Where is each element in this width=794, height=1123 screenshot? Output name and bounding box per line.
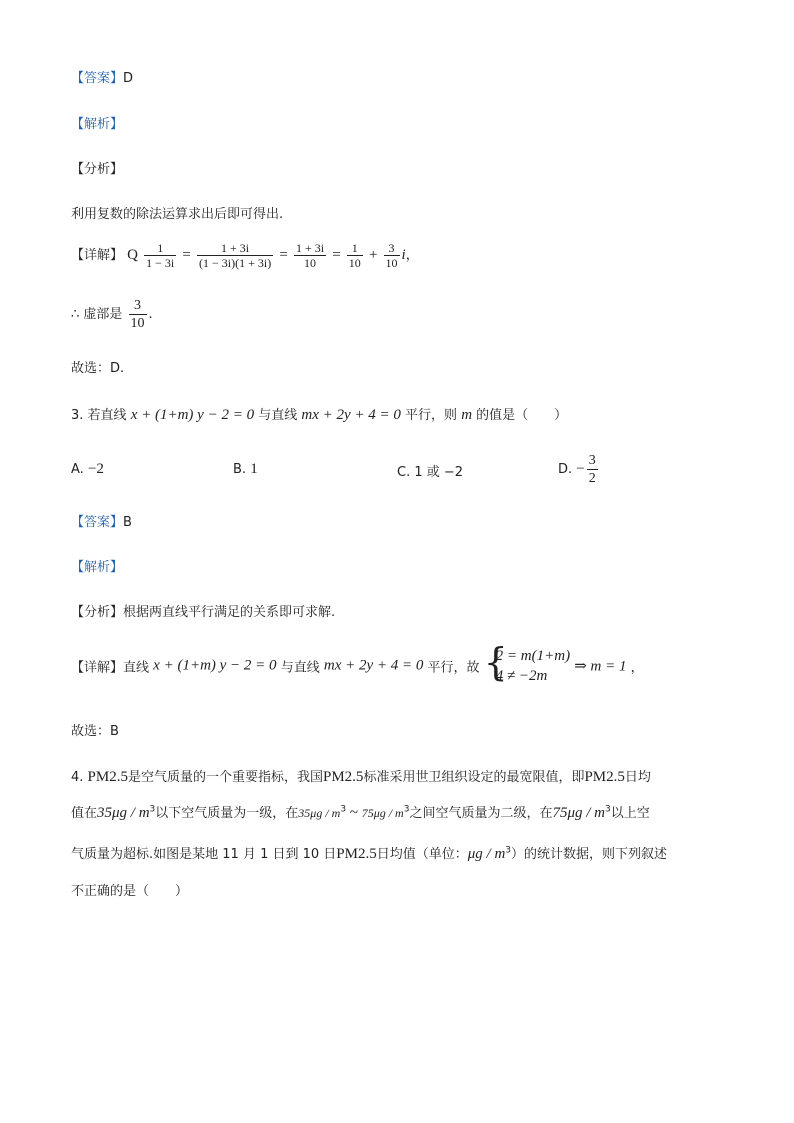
q4-line2: 值在$35\mu g / m^3$以下空气质量为一级，在$35\mu g / m^3$ ~ $75\mu g / m^3$之间空气质量为二级，在$75\mu g / m^3$以上空 — [71, 804, 650, 821]
detail-text-c: 平行，故 — [427, 660, 480, 676]
detail-line2-eq: mx + 2y + 4 = 0 — [323, 657, 424, 674]
analysis-tag: 【解析】 — [71, 560, 124, 575]
plus: + — [368, 247, 378, 263]
analysis-tag-q3 — [71, 556, 123, 575]
answer-tag: 【答案】 — [71, 515, 124, 530]
equals: = — [182, 247, 191, 263]
option-a: A. −2 — [71, 461, 104, 477]
option-d-fraction: $\frac{3}{2}$ — [588, 453, 596, 486]
q4-line3: 气质量为超标.如图是某地 11 月 1 日到 10 日PM2.5日均值（单位：μg / $m^3$）的统计数据，则下列叙述 — [71, 845, 668, 862]
detail-line1-eq: x + (1+m) y − 2 = 0 — [153, 657, 277, 674]
detail-line-q2 — [71, 241, 419, 270]
fenxi-q3 — [71, 601, 335, 620]
q3-line2-eq: mx + 2y + 4 = 0 — [301, 407, 401, 423]
answer-tag: 【答案】 — [71, 71, 124, 86]
detail-tag: 【详解】 — [71, 660, 124, 676]
equals: = — [279, 247, 288, 263]
detail-text-b: 与直线 — [280, 660, 320, 676]
q3-mid: 与直线 — [258, 408, 298, 423]
detail-tag: 【详解】 — [71, 248, 124, 263]
comma: ， — [405, 248, 419, 263]
xubu-line — [71, 297, 153, 332]
q4-line4: 不正确的是（ ） — [71, 884, 189, 899]
answer-line-q2 — [71, 67, 133, 86]
q3-prefix: 3. 若直线 — [71, 408, 127, 423]
period: . — [148, 307, 153, 322]
option-c: C. 1 或 −2 — [397, 465, 464, 480]
q3-stem — [71, 404, 567, 424]
choose-q3: 故选：B — [71, 724, 119, 739]
q4-line1: 4. PM2.5是空气质量的一个重要指标，我国PM2.5标准采用世卫组织设定的最宽限值，即PM2.5日均 — [71, 769, 651, 785]
implies-result: ⇒ m = 1 — [574, 658, 627, 675]
fraction-4: $\frac{1}{10}$ — [348, 241, 361, 270]
fenxi-tag: 【分析】 — [71, 605, 124, 620]
fenxi-text: 根据两直线平行满足的关系即可求解. — [123, 605, 336, 620]
answer-value: B — [123, 515, 132, 530]
detail-line-q3 — [71, 640, 644, 686]
q3-line1-eq: x + (1+m) y − 2 = 0 — [130, 407, 255, 423]
q3-end: 的值是（ ） — [476, 408, 568, 423]
option-b: B. 1 — [233, 461, 258, 477]
analysis-tag: 【解析】 — [71, 117, 124, 132]
xubu-lead: ∴ 虚部是 — [71, 307, 123, 322]
answer-value: D — [123, 71, 134, 86]
q3-var: m — [461, 407, 473, 423]
equals: = — [332, 247, 341, 263]
equation-system: { 2 = m(1+m) 4 ≠ −2m — [483, 640, 571, 684]
choose-q2: 故选：D. — [71, 361, 125, 376]
fenxi-tag-q2 — [71, 158, 123, 177]
answer-line-q3 — [71, 511, 132, 530]
therefore-symbol: Q — [127, 247, 138, 263]
fraction-1: $\frac{1}{1 - 3i}$ — [146, 241, 175, 270]
fraction-3: $\frac{1 + 3i}{10}$ — [295, 241, 325, 270]
fenxi-text-q2: 利用复数的除法运算求出后即可得出. — [71, 207, 284, 222]
q3-mid2: 平行，则 — [405, 408, 458, 423]
left-brace-icon: { — [483, 640, 508, 684]
imaginary-unit: i — [401, 247, 406, 263]
detail-text-a: 直线 — [123, 660, 150, 676]
fraction-2: $\frac{1 + 3i}{(1 - 3i)(1 + 3i)}$ — [199, 241, 272, 270]
comma: ， — [630, 660, 644, 676]
xubu-fraction: $\frac{3}{10}$ — [130, 298, 145, 331]
fenxi-tag: 【分析】 — [71, 162, 124, 177]
option-d: D. − $\frac{3}{2}$ — [558, 453, 596, 486]
analysis-tag-q2 — [71, 113, 123, 132]
fraction-5: $\frac{3}{10}$ — [385, 241, 398, 270]
